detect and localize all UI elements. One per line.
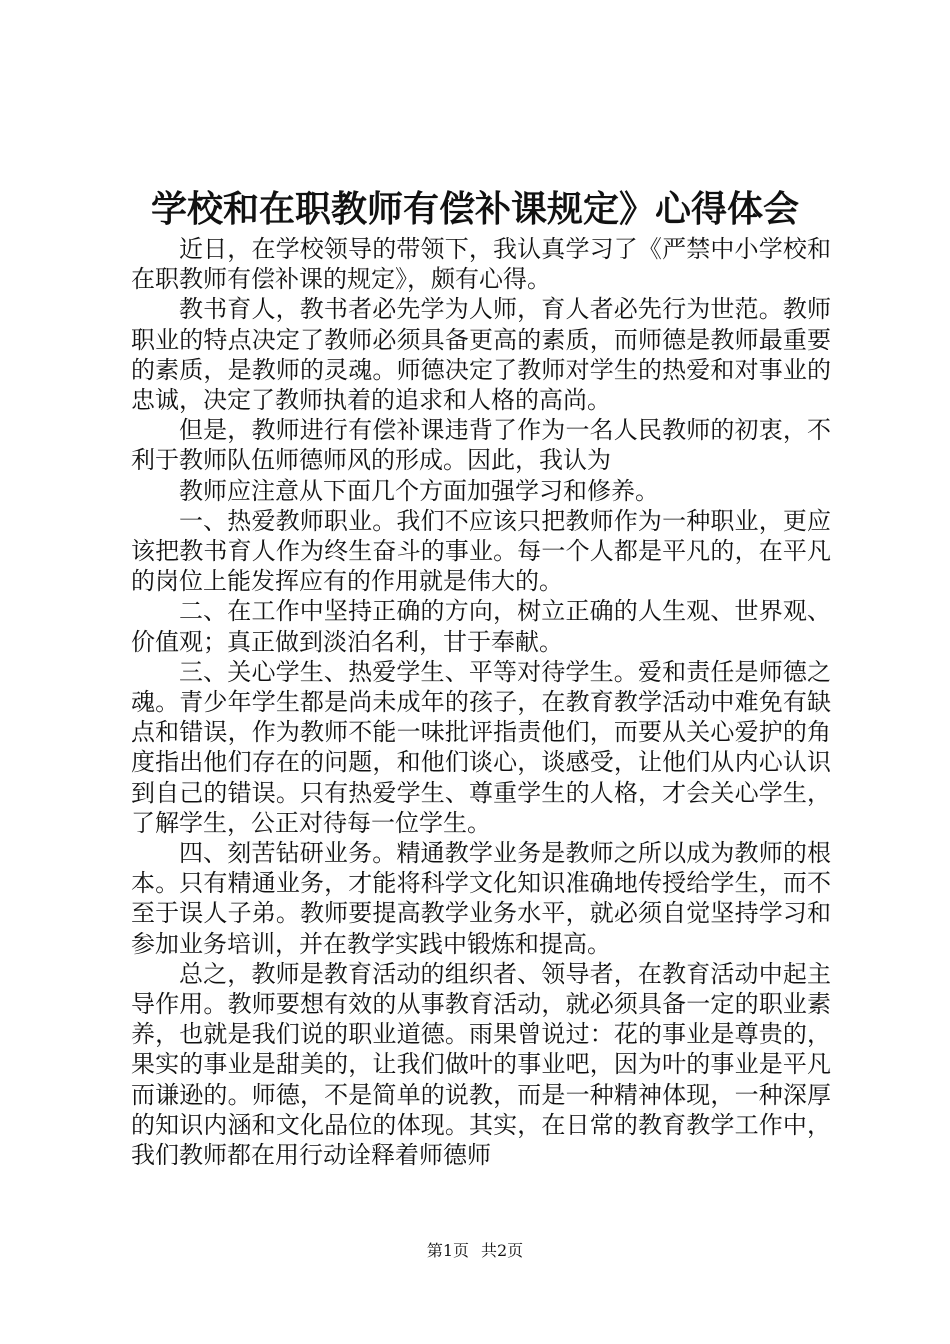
page-footer [0,1241,950,1261]
document-body [131,234,831,1170]
paragraph-7: 三、关心学生、热爱学生、平等对待学生。爱和责任是师德之魂。青少年学生都是尚未成年的孩子，在教育教学活动中难免有缺点和错误，作为教师不能一味批评指责他们，而要从关心爱护的角度指出他们存在的问题，和他们谈心，谈感受，让他们从内心认识到自己的错误。只有热爱学生、尊重学生的人格，才会关心学生，了解学生，公正对待每一位学生。 [131,657,831,837]
paragraph-1: 近日，在学校领导的带领下，我认真学习了《严禁中小学校和在职教师有偿补课的规定》，颇有心得。 [131,235,831,294]
paragraph-3: 但是，教师进行有偿补课违背了作为一名人民教师的初衷，不利于教师队伍师德师风的形成。因此，我认为 [131,416,831,475]
paragraph-5: 一、热爱教师职业。我们不应该只把教师作为一种职业，更应该把教书育人作为终生奋斗的事业。每一个人都是平凡的，在平凡的岗位上能发挥应有的作用就是伟大的。 [131,506,831,596]
paragraph-4: 教师应注意从下面几个方面加强学习和修养。 [179,476,659,505]
paragraph-9: 总之，教师是教育活动的组织者、领导者，在教育活动中起主导作用。教师要想有效的从事教育活动，就必须具备一定的职业素养，也就是我们说的职业道德。雨果曾说过：花的事业是尊贵的，果实的事业是甜美的，让我们做叶的事业吧，因为叶的事业是平凡而谦逊的。师德，不是简单的说教，而是一种精神体现，一种深厚的知识内涵和文化品位的体现。其实，在日常的教育教学工作中，我们教师都在用行动诠释着师德师 [131,959,831,1170]
paragraph-8: 四、刻苦钻研业务。精通教学业务是教师之所以成为教师的根本。只有精通业务，才能将科学文化知识准确地传授给学生，而不至于误人子弟。教师要提高教学业务水平，就必须自觉坚持学习和参加业务培训，并在教学实践中锻炼和提高。 [131,839,831,958]
page-number: 第1页 [426,1241,469,1260]
page-total: 共2页 [481,1241,524,1260]
paragraph-6: 二、在工作中坚持正确的方向，树立正确的人生观、世界观、价值观；真正做到淡泊名利，甘于奉献。 [131,597,831,656]
paragraph-2: 教书育人，教书者必先学为人师，育人者必先行为世范。教师职业的特点决定了教师必须具备更高的素质，而师德是教师最重要的素质，是教师的灵魂。师德决定了教师对学生的热爱和对事业的忠诚，决定了教师执着的追求和人格的高尚。 [131,295,831,415]
document-title: 学校和在职教师有偿补课规定》心得体会 [150,189,799,230]
